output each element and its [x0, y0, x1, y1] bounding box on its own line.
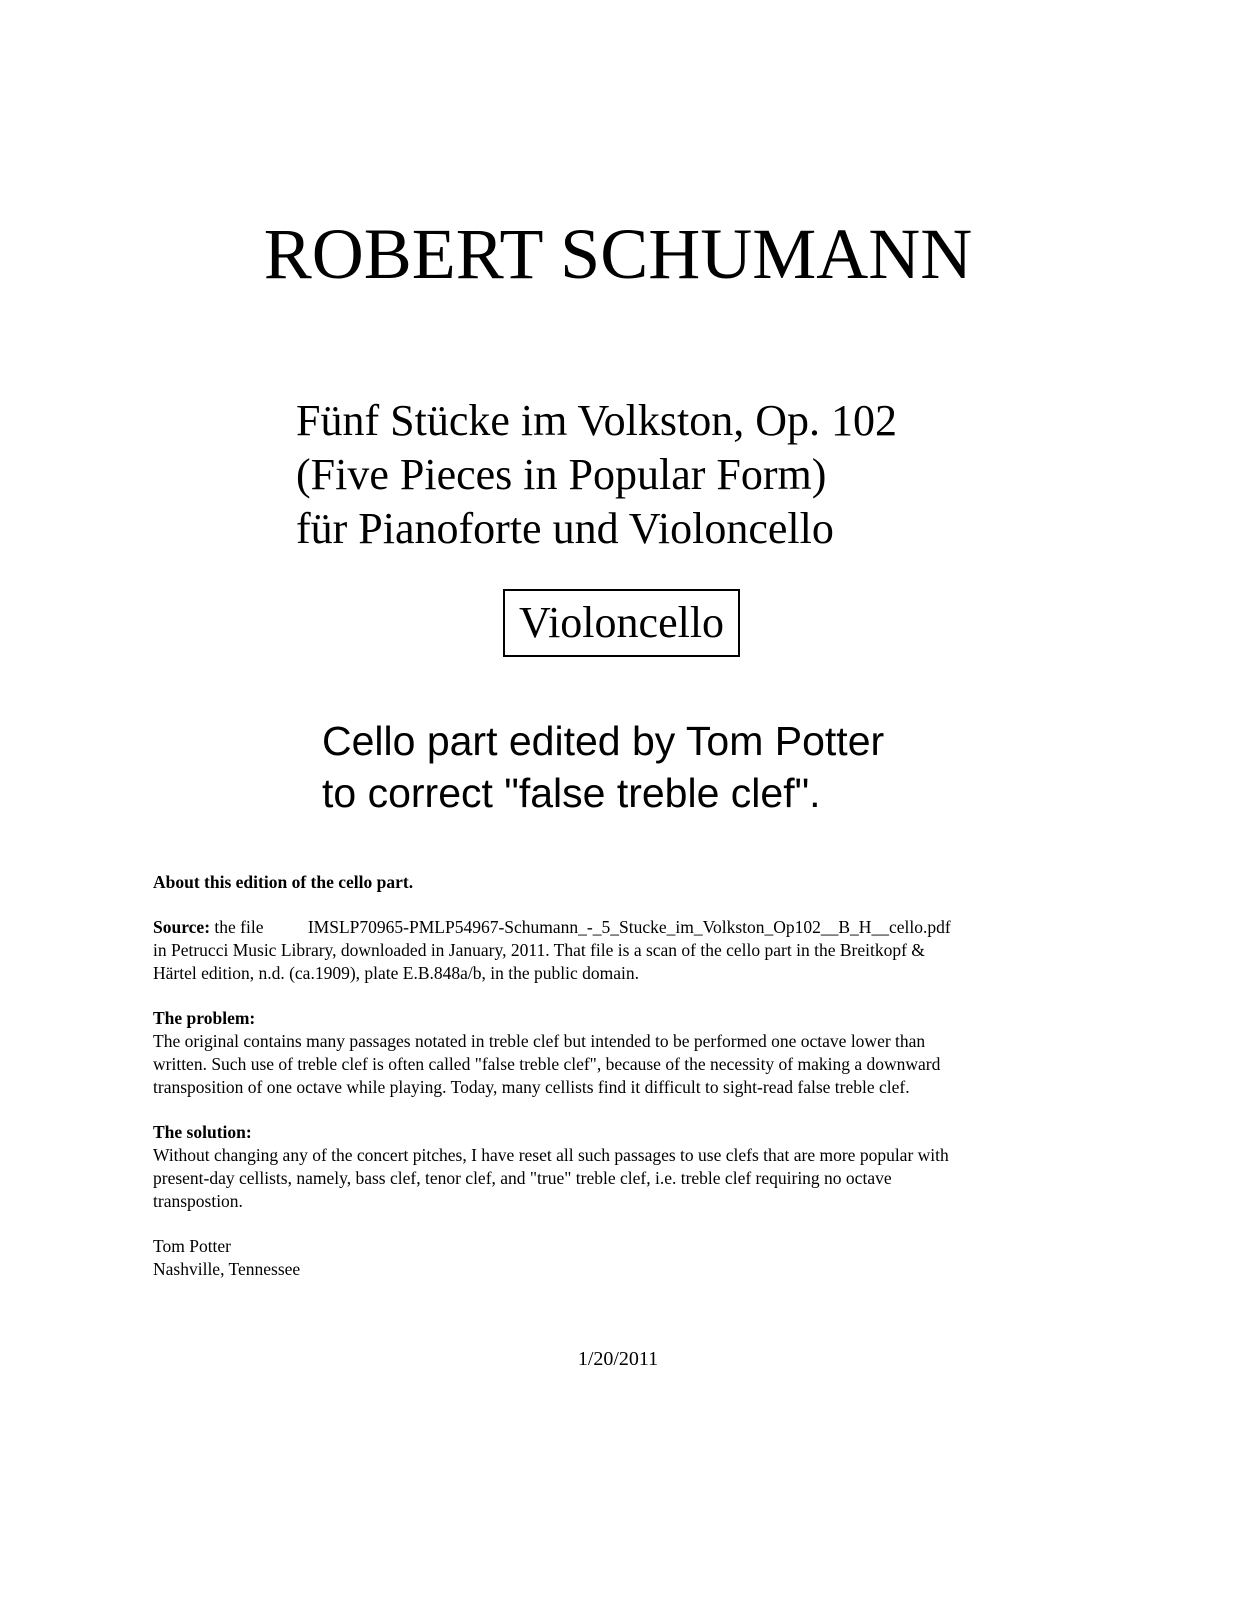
work-title-line: für Pianoforte und Violoncello [296, 504, 834, 553]
source-prefix: the file [214, 917, 264, 937]
source-filename: IMSLP70965-PMLP54967-Schumann_-_5_Stucke_im_Volkston_Op102__B_H__cello.pdf [307, 917, 951, 937]
solution-line: transpostion. [153, 1191, 243, 1211]
solution-heading: The solution: [153, 1122, 252, 1142]
problem-line: written. Such use of treble clef is often called "false treble clef", because of the necessity of making a downward [153, 1054, 941, 1074]
source-line: in Petrucci Music Library, downloaded in January, 2011. That file is a scan of the cello part in the Breitkopf & [153, 940, 925, 960]
source-section [153, 916, 1073, 985]
work-title [296, 394, 897, 556]
editor-note-line: Cello part edited by Tom Potter [322, 718, 885, 764]
problem-line: The original contains many passages notated in treble clef but intended to be performed one octave lower than [153, 1031, 926, 1051]
source-line: Härtel edition, n.d. (ca.1909), plate E.B.848a/b, in the public domain. [153, 963, 639, 983]
source-label: Source: [153, 917, 211, 937]
work-title-line: Fünf Stücke im Volkston, Op. 102 [296, 396, 897, 445]
about-heading: About this edition of the cello part. [153, 872, 414, 892]
problem-heading: The problem: [153, 1008, 256, 1028]
solution-line: Without changing any of the concert pitches, I have reset all such passages to use clefs that are more popular with [153, 1145, 949, 1165]
work-title-line: (Five Pieces in Popular Form) [296, 450, 827, 499]
signature-name: Tom Potter [153, 1236, 232, 1256]
editor-note-line: to correct "false treble clef". [322, 770, 821, 816]
instrument-label-box: Violoncello [503, 589, 740, 657]
problem-section [153, 1007, 1073, 1099]
signature-block [153, 1235, 1073, 1281]
problem-line: transposition of one octave while playing. Today, many cellists find it difficult to sight-read false treble clef. [153, 1077, 910, 1097]
signature-location: Nashville, Tennessee [153, 1259, 301, 1279]
solution-line: present-day cellists, namely, bass clef, tenor clef, and "true" treble clef, i.e. treble clef requiring no octave [153, 1168, 892, 1188]
document-date: 1/20/2011 [577, 1348, 659, 1370]
source-line [153, 916, 1073, 939]
about-section [153, 871, 1073, 894]
solution-section [153, 1121, 1073, 1213]
editor-note [322, 715, 884, 819]
composer-name: ROBERT SCHUMANN [263, 214, 973, 294]
